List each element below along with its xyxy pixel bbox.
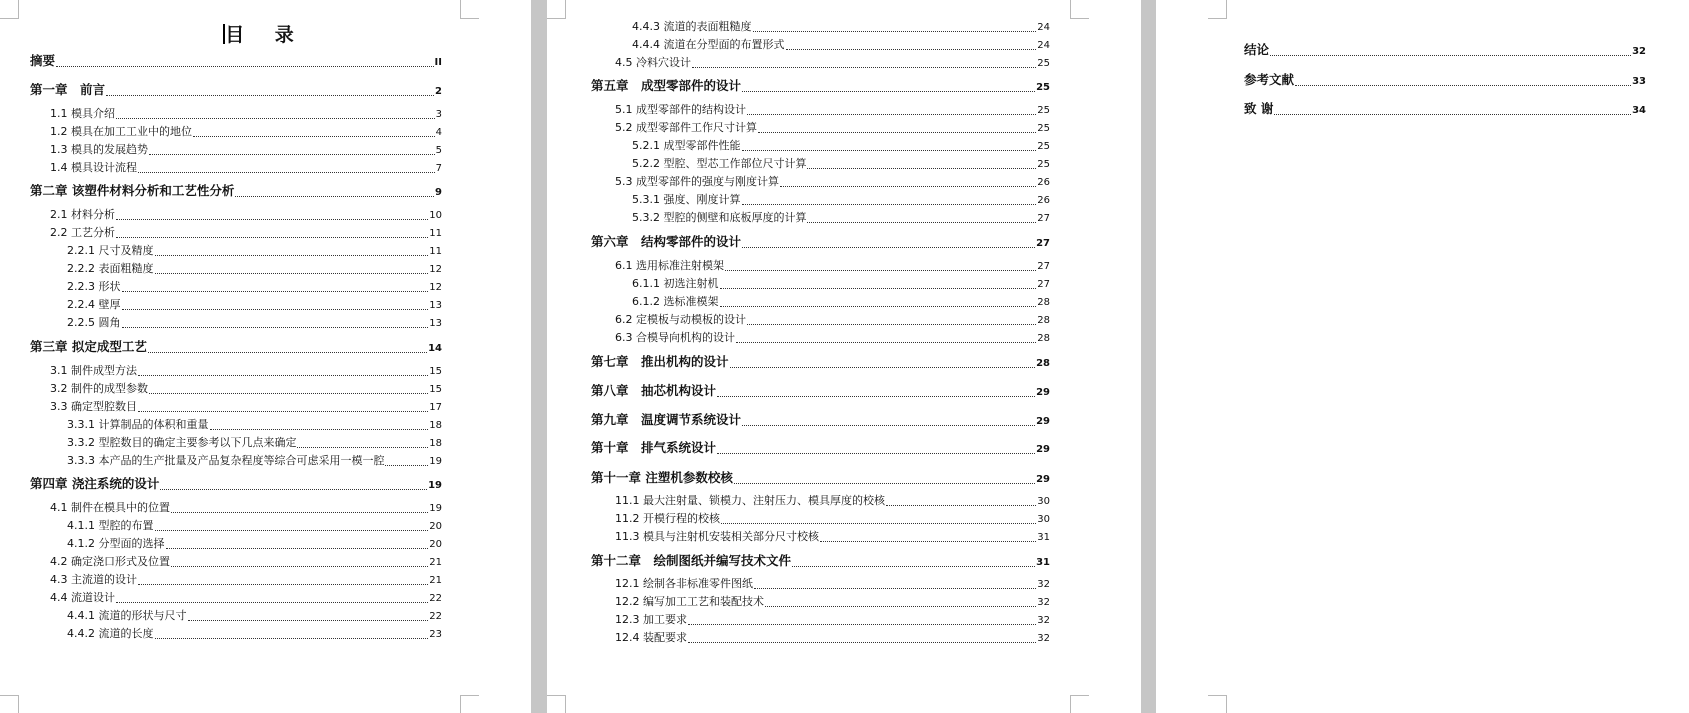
toc-chapter-entry[interactable]	[30, 183, 442, 201]
toc-page-number: 4	[435, 127, 442, 138]
toc-dot-leader	[1270, 54, 1631, 56]
toc-dot-leader	[122, 290, 429, 292]
toc-chapter-entry[interactable]	[591, 440, 1050, 458]
toc-section-entry[interactable]	[615, 330, 1050, 347]
toc-dot-leader	[171, 565, 428, 567]
toc-page-number: 27	[1037, 279, 1050, 290]
toc-entry-text: 第二章 该塑件材料分析和工艺性分析	[30, 183, 235, 198]
toc-dot-leader	[725, 269, 1036, 271]
toc-section-entry[interactable]	[50, 590, 442, 607]
toc-page-number: 25	[1037, 159, 1050, 170]
toc-page-number: 2	[435, 86, 442, 97]
toc-chapter-entry[interactable]	[591, 412, 1050, 430]
toc-page-number: 24	[1037, 22, 1050, 33]
toc-dot-leader	[747, 323, 1036, 325]
toc-page-number: 7	[435, 163, 442, 174]
toc-page-number: 25	[1036, 82, 1050, 93]
toc-section-entry[interactable]	[615, 576, 1050, 593]
toc-entry-text: 4.2 确定浇口形式及位置	[50, 555, 170, 568]
toc-page-number: 20	[429, 539, 442, 550]
crop-mark	[1208, 0, 1227, 19]
toc-entry-text: 4.1.1 型腔的布置	[67, 519, 154, 532]
toc-entry-text: 4.1 制件在模具中的位置	[50, 501, 170, 514]
toc-entry-text: 参考文献	[1244, 72, 1295, 87]
toc-dot-leader	[730, 366, 1036, 368]
toc-section-entry[interactable]	[67, 453, 442, 470]
toc-entry-text: 2.2.2 表面粗糙度	[67, 262, 154, 275]
toc-entry-text: 5.2.2 型腔、型芯工作部位尺寸计算	[632, 157, 807, 170]
toc-page-number: 15	[429, 366, 442, 377]
toc-entry-text: 4.3 主流道的设计	[50, 573, 137, 586]
toc-dot-leader	[886, 504, 1036, 506]
toc-page-number: II	[434, 57, 442, 68]
toc-entry-text: 第七章 推出机构的设计	[591, 354, 729, 369]
toc-entry-text: 6.1 选用标准注射模架	[615, 259, 724, 272]
crop-mark	[547, 0, 566, 19]
toc-page-number: 26	[1037, 195, 1050, 206]
toc-dot-leader	[188, 619, 429, 621]
toc-section-entry[interactable]	[632, 192, 1050, 209]
toc-section-entry[interactable]	[615, 630, 1050, 647]
toc-section-entry[interactable]	[615, 258, 1050, 275]
toc-chapter-entry[interactable]	[591, 234, 1050, 252]
toc-section-entry[interactable]	[632, 210, 1050, 227]
toc-entry-text: 2.2 工艺分析	[50, 226, 115, 239]
crop-mark	[1208, 695, 1227, 713]
toc-dot-leader	[721, 522, 1036, 524]
toc-page-number: 22	[429, 611, 442, 622]
text-cursor	[223, 24, 225, 44]
toc-entry-text: 11.2 开模行程的校核	[615, 512, 720, 525]
toc-page-number: 14	[428, 343, 442, 354]
toc-page-number: 5	[435, 145, 442, 156]
toc-chapter-entry[interactable]	[30, 476, 442, 494]
toc-dot-leader	[166, 547, 429, 549]
toc-entry-text: 12.1 绘制各非标准零件图纸	[615, 577, 753, 590]
toc-entry-text: 第六章 结构零部件的设计	[591, 234, 742, 249]
toc-chapter-entry[interactable]	[591, 553, 1050, 571]
toc-section-entry[interactable]	[67, 626, 442, 643]
toc-section-entry[interactable]	[50, 500, 442, 517]
toc-dot-leader	[149, 392, 428, 394]
toc-entry-text: 2.2.4 壁厚	[67, 298, 121, 311]
toc-dot-leader	[235, 195, 434, 197]
crop-mark	[460, 0, 479, 19]
toc-section-entry[interactable]	[615, 312, 1050, 329]
toc-section-entry[interactable]	[632, 37, 1050, 54]
toc-section-entry[interactable]	[67, 315, 442, 332]
toc-dot-leader	[742, 424, 1035, 426]
toc-dot-leader	[688, 623, 1036, 625]
toc-entry-text: 2.1 材料分析	[50, 208, 115, 221]
toc-section-entry[interactable]	[50, 106, 442, 123]
toc-entry-text: 3.3 确定型腔数目	[50, 400, 137, 413]
toc-chapter-entry[interactable]	[591, 383, 1050, 401]
toc-entry-text: 1.2 模具在加工工业中的地位	[50, 125, 192, 138]
toc-chapter-entry[interactable]	[1244, 101, 1646, 119]
toc-section-entry[interactable]	[67, 608, 442, 625]
toc-dot-leader	[148, 351, 427, 353]
toc-page-number: 27	[1037, 261, 1050, 272]
toc-page-number: 24	[1037, 40, 1050, 51]
crop-mark	[460, 695, 479, 713]
toc-section-entry[interactable]	[615, 529, 1050, 546]
toc-section-entry[interactable]	[615, 120, 1050, 137]
toc-page-number: 34	[1632, 105, 1646, 116]
toc-dot-leader	[155, 637, 429, 639]
toc-dot-leader	[116, 601, 428, 603]
toc-dot-leader	[122, 326, 429, 328]
toc-section-entry[interactable]	[67, 297, 442, 314]
crop-mark	[1070, 695, 1089, 713]
toc-section-entry[interactable]	[615, 55, 1050, 72]
toc-dot-leader	[297, 446, 428, 448]
toc-dot-leader	[720, 305, 1037, 307]
toc-dot-leader	[758, 131, 1036, 133]
toc-page-number: 19	[429, 456, 442, 467]
toc-page-number: 26	[1037, 177, 1050, 188]
toc-dot-leader	[122, 308, 429, 310]
toc-entry-text: 2.2.1 尺寸及精度	[67, 244, 154, 257]
toc-page-number: 27	[1036, 238, 1050, 249]
toc-entry-text: 4.4.2 流道的长度	[67, 627, 154, 640]
toc-section-entry[interactable]	[632, 294, 1050, 311]
toc-page-number: 18	[429, 438, 442, 449]
toc-section-entry[interactable]	[67, 435, 442, 452]
toc-section-entry[interactable]	[67, 279, 442, 296]
toc-entry-text: 第十一章 注塑机参数校核	[591, 470, 733, 485]
toc-dot-leader	[742, 149, 1037, 151]
toc-entry-text: 摘要	[30, 53, 56, 68]
toc-dot-leader	[742, 203, 1037, 205]
toc-dot-leader	[820, 540, 1036, 542]
toc-entry-text: 5.2.1 成型零部件性能	[632, 139, 741, 152]
toc-dot-leader	[780, 185, 1036, 187]
toc-title: 目 录	[225, 24, 306, 46]
toc-entry-text: 5.1 成型零部件的结构设计	[615, 103, 746, 116]
toc-page-number: 17	[429, 402, 442, 413]
toc-section-entry[interactable]	[50, 554, 442, 571]
toc-dot-leader	[138, 583, 428, 585]
toc-page-number: 32	[1037, 579, 1050, 590]
toc-entry-text: 第五章 成型零部件的设计	[591, 78, 742, 93]
toc-dot-leader	[807, 221, 1036, 223]
toc-section-entry[interactable]	[615, 612, 1050, 629]
toc-entry-text: 12.2 编写加工工艺和装配技术	[615, 595, 764, 608]
toc-dot-leader	[155, 254, 429, 256]
toc-page-number: 12	[429, 282, 442, 293]
toc-entry-text: 5.3.2 型腔的侧壁和底板厚度的计算	[632, 211, 807, 224]
toc-entry-text: 5.3.1 强度、刚度计算	[632, 193, 741, 206]
toc-page-number: 21	[429, 575, 442, 586]
toc-dot-leader	[753, 30, 1037, 32]
toc-section-entry[interactable]	[67, 243, 442, 260]
toc-section-entry[interactable]	[67, 417, 442, 434]
toc-entry-text: 3.3.3 本产品的生产批量及产品复杂程度等综合可虑采用一模一腔	[67, 454, 385, 467]
toc-page-number: 31	[1037, 532, 1050, 543]
toc-dot-leader	[193, 135, 435, 137]
toc-chapter-entry[interactable]	[1244, 42, 1646, 60]
toc-entry-text: 1.1 模具介绍	[50, 107, 115, 120]
toc-entry-text: 5.2 成型零部件工作尺寸计算	[615, 121, 757, 134]
toc-dot-leader	[807, 167, 1036, 169]
toc-entry-text: 2.2.3 形状	[67, 280, 121, 293]
toc-chapter-entry[interactable]	[30, 53, 442, 71]
toc-page-number: 22	[429, 593, 442, 604]
toc-section-entry[interactable]	[50, 142, 442, 159]
toc-page-number: 28	[1036, 358, 1050, 369]
toc-page-number: 29	[1036, 444, 1050, 455]
toc-section-entry[interactable]	[50, 381, 442, 398]
toc-dot-leader	[792, 565, 1035, 567]
crop-mark	[1070, 0, 1089, 19]
toc-page-number: 11	[429, 228, 442, 239]
toc-dot-leader	[786, 48, 1037, 50]
toc-dot-leader	[116, 236, 428, 238]
toc-section-entry[interactable]	[615, 493, 1050, 510]
toc-dot-leader	[754, 587, 1036, 589]
toc-page-number: 13	[429, 300, 442, 311]
toc-page-number: 29	[1036, 387, 1050, 398]
toc-chapter-entry[interactable]	[591, 78, 1050, 96]
toc-page-number: 10	[429, 210, 442, 221]
crop-mark	[547, 695, 566, 713]
toc-dot-leader	[138, 171, 435, 173]
toc-dot-leader	[210, 428, 429, 430]
toc-section-entry[interactable]	[50, 207, 442, 224]
toc-entry-text: 第十二章 绘制图纸并编写技术文件	[591, 553, 792, 568]
toc-page-number: 31	[1036, 557, 1050, 568]
toc-page-number: 25	[1037, 105, 1050, 116]
toc-page-number: 33	[1632, 76, 1646, 87]
toc-dot-leader	[106, 94, 434, 96]
toc-dot-leader	[116, 117, 435, 119]
toc-page-number: 20	[429, 521, 442, 532]
toc-page-number: 21	[429, 557, 442, 568]
toc-dot-leader	[138, 374, 428, 376]
toc-entry-text: 第三章 拟定成型工艺	[30, 339, 147, 354]
toc-chapter-entry[interactable]	[591, 470, 1050, 488]
toc-entry-text: 3.3.2 型腔数目的确定主要参考以下几点来确定	[67, 436, 297, 449]
toc-section-entry[interactable]	[632, 156, 1050, 173]
toc-page-number: 32	[1037, 597, 1050, 608]
toc-entry-text: 4.4.3 流道的表面粗糙度	[632, 20, 752, 33]
toc-entry-text: 3.1 制件成型方法	[50, 364, 137, 377]
toc-section-entry[interactable]	[50, 225, 442, 242]
toc-dot-leader	[747, 113, 1036, 115]
toc-entry-text: 4.4 流道设计	[50, 591, 115, 604]
toc-page-number: 27	[1037, 213, 1050, 224]
crop-mark	[0, 0, 19, 19]
toc-entry-text: 结论	[1244, 42, 1270, 57]
toc-page-number: 23	[429, 629, 442, 640]
toc-entry-text: 6.3 合模导向机构的设计	[615, 331, 735, 344]
crop-mark	[0, 695, 19, 713]
toc-page-number: 28	[1037, 315, 1050, 326]
toc-dot-leader	[155, 272, 429, 274]
toc-page-number: 25	[1037, 141, 1050, 152]
toc-chapter-entry[interactable]	[1244, 72, 1646, 90]
toc-entry-text: 1.3 模具的发展趋势	[50, 143, 148, 156]
document-page-2	[547, 0, 1141, 713]
toc-chapter-entry[interactable]	[30, 339, 442, 357]
toc-section-entry[interactable]	[50, 399, 442, 416]
toc-entry-text: 1.4 模具设计流程	[50, 161, 137, 174]
toc-page-number: 32	[1632, 46, 1646, 57]
toc-entry-text: 4.5 冷料穴设计	[615, 56, 691, 69]
toc-entry-text: 3.2 制件的成型参数	[50, 382, 148, 395]
toc-entry-text: 第十章 排气系统设计	[591, 440, 717, 455]
document-page-3	[1156, 0, 1689, 713]
toc-dot-leader	[160, 488, 427, 490]
toc-entry-text: 第一章 前言	[30, 82, 106, 97]
toc-page-number: 32	[1037, 633, 1050, 644]
toc-entry-text: 11.1 最大注射量、锁模力、注射压力、模具厚度的校核	[615, 494, 885, 507]
toc-dot-leader	[742, 90, 1035, 92]
toc-section-entry[interactable]	[67, 518, 442, 535]
toc-entry-text: 第四章 浇注系统的设计	[30, 476, 160, 491]
toc-dot-leader	[720, 287, 1037, 289]
toc-section-entry[interactable]	[615, 594, 1050, 611]
toc-entry-text: 6.1.2 选标准模架	[632, 295, 719, 308]
toc-section-entry[interactable]	[50, 363, 442, 380]
toc-dot-leader	[692, 66, 1036, 68]
toc-section-entry[interactable]	[67, 536, 442, 553]
toc-dot-leader	[149, 153, 435, 155]
toc-entry-text: 5.3 成型零部件的强度与刚度计算	[615, 175, 779, 188]
toc-page-number: 12	[429, 264, 442, 275]
toc-section-entry[interactable]	[615, 102, 1050, 119]
toc-dot-leader	[736, 341, 1036, 343]
toc-page-number: 9	[435, 187, 442, 198]
toc-entry-text: 第八章 抽芯机构设计	[591, 383, 717, 398]
toc-section-entry[interactable]	[50, 572, 442, 589]
toc-chapter-entry[interactable]	[30, 82, 442, 100]
toc-entry-text: 2.2.5 圆角	[67, 316, 121, 329]
toc-entry-text: 12.4 装配要求	[615, 631, 687, 644]
toc-page-number: 3	[435, 109, 442, 120]
toc-page-number: 15	[429, 384, 442, 395]
toc-dot-leader	[734, 482, 1035, 484]
toc-entry-text: 4.4.1 流道的形状与尺寸	[67, 609, 187, 622]
toc-section-entry[interactable]	[632, 19, 1050, 36]
toc-dot-leader	[717, 395, 1035, 397]
toc-entry-text: 6.1.1 初选注射机	[632, 277, 719, 290]
toc-chapter-entry[interactable]	[591, 354, 1050, 372]
toc-dot-leader	[688, 641, 1036, 643]
toc-page-number: 32	[1037, 615, 1050, 626]
toc-dot-leader	[765, 605, 1036, 607]
toc-entry-text: 4.1.2 分型面的选择	[67, 537, 165, 550]
toc-section-entry[interactable]	[615, 174, 1050, 191]
toc-page-number: 13	[429, 318, 442, 329]
toc-dot-leader	[155, 529, 429, 531]
toc-dot-leader	[116, 218, 428, 220]
toc-entry-text: 12.3 加工要求	[615, 613, 687, 626]
toc-page-number: 11	[429, 246, 442, 257]
toc-dot-leader	[1295, 84, 1631, 86]
toc-dot-leader	[385, 464, 428, 466]
toc-dot-leader	[1274, 113, 1631, 115]
toc-dot-leader	[56, 65, 434, 67]
toc-section-entry[interactable]	[50, 160, 442, 177]
toc-entry-text: 第九章 温度调节系统设计	[591, 412, 742, 427]
toc-entry-text: 致 谢	[1244, 101, 1274, 116]
toc-entry-text: 11.3 模具与注射机安装相关部分尺寸校核	[615, 530, 819, 543]
toc-page-number: 28	[1037, 297, 1050, 308]
toc-page-number: 19	[428, 480, 442, 491]
toc-dot-leader	[742, 246, 1035, 248]
toc-page-number: 18	[429, 420, 442, 431]
toc-section-entry[interactable]	[632, 138, 1050, 155]
toc-dot-leader	[171, 511, 428, 513]
toc-section-entry[interactable]	[632, 276, 1050, 293]
toc-page-number: 29	[1036, 474, 1050, 485]
toc-entry-text: 6.2 定模板与动模板的设计	[615, 313, 746, 326]
toc-section-entry[interactable]	[67, 261, 442, 278]
toc-dot-leader	[717, 452, 1035, 454]
toc-section-entry[interactable]	[50, 124, 442, 141]
document-page-1	[0, 0, 531, 713]
toc-dot-leader	[138, 410, 428, 412]
toc-entry-text: 4.4.4 流道在分型面的布置形式	[632, 38, 785, 51]
toc-page-number: 28	[1037, 333, 1050, 344]
toc-page-number: 30	[1037, 514, 1050, 525]
toc-page-number: 25	[1037, 123, 1050, 134]
toc-page-number: 25	[1037, 58, 1050, 69]
toc-page-number: 30	[1037, 496, 1050, 507]
toc-entry-text: 3.3.1 计算制品的体积和重量	[67, 418, 209, 431]
toc-page-number: 29	[1036, 416, 1050, 427]
toc-section-entry[interactable]	[615, 511, 1050, 528]
toc-page-number: 19	[429, 503, 442, 514]
